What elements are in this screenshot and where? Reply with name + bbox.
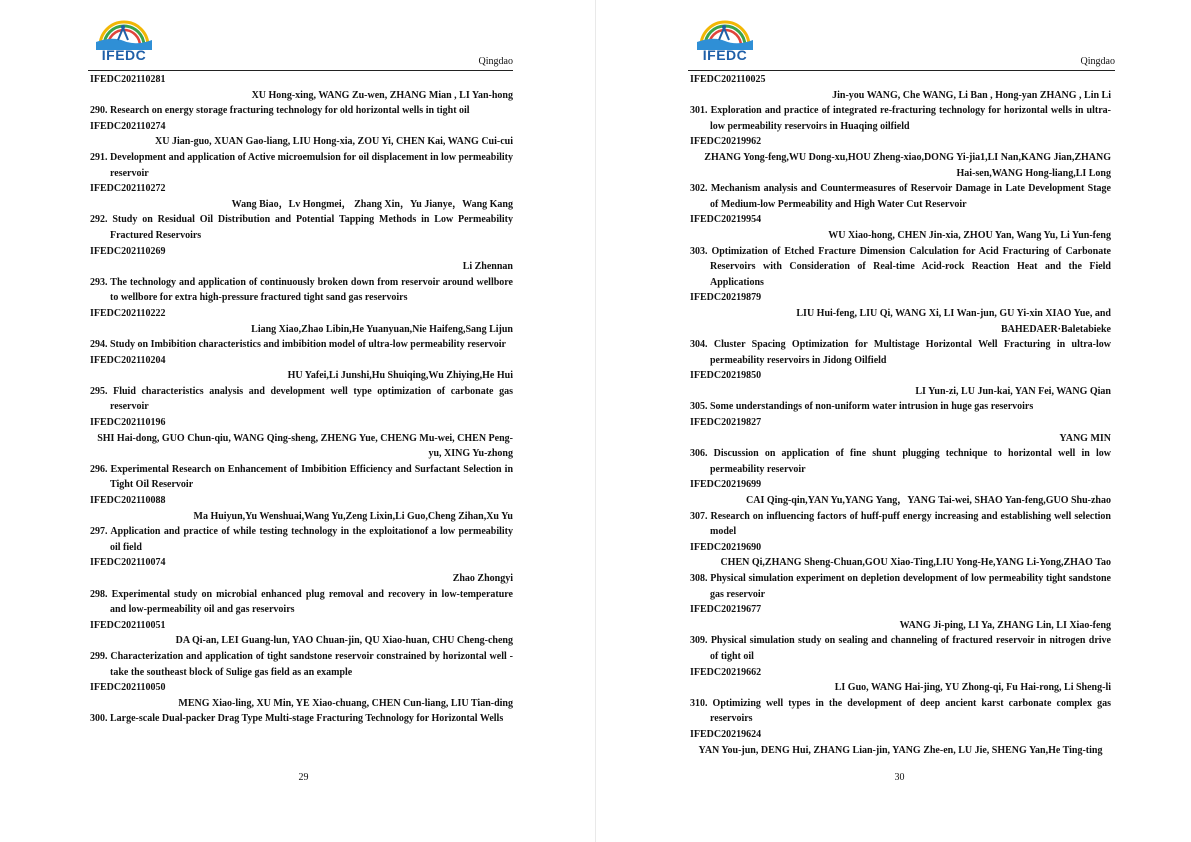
entry bbox=[690, 540, 1111, 602]
entry-title: 304. Cluster Spacing Optimization for Multistage Horizontal Well Fracturing in ultra-low permeability reservoirs in Jidong Oilfield bbox=[690, 339, 1111, 366]
entry-title: 307. Research on influencing factors of huff-puff energy increasing and establishing well selection model bbox=[690, 510, 1111, 538]
page-number: 30 bbox=[894, 772, 905, 783]
entry bbox=[690, 665, 1111, 727]
entry-code: IFEDC202110204 bbox=[90, 354, 166, 366]
page-number: 29 bbox=[298, 772, 309, 783]
entry-authors: XU Jian-guo, XUAN Gao-liang, LIU Hong-xia, ZOU Yi, CHEN Kai, WANG Cui-cui bbox=[155, 136, 513, 148]
entry-authors: WU Xiao-hong, CHEN Jin-xia, ZHOU Yan, Wang Yu, Li Yun-feng bbox=[828, 229, 1111, 241]
entry-title: 296. Experimental Research on Enhancement of Imbibition Efficiency and Surfactant Selection in Tight Oil Reservoir bbox=[90, 463, 513, 491]
entry-authors: CAI Qing-qin,YAN Yu,YANG Yang，YANG Tai-wei, SHAO Yan-feng,GUO Shu-zhao bbox=[746, 495, 1111, 507]
entry-authors: SHI Hai-dong, GUO Chun-qiu, WANG Qing-sheng, ZHENG Yue, CHENG Mu-wei, CHEN Peng-yu, XING Yu-zhong bbox=[97, 432, 513, 460]
ifedc-logo bbox=[92, 16, 156, 62]
entry-title: 293. The technology and application of continuously broken down from reservoir around wellbore to wellbore for extra high-pressure fractured tight sand gas reservoirs bbox=[90, 276, 513, 304]
logo-text: IFEDC bbox=[702, 47, 748, 63]
entry-code: IFEDC202110222 bbox=[90, 307, 166, 319]
entry-code: IFEDC202110272 bbox=[90, 183, 166, 195]
entry-code: IFEDC202110269 bbox=[90, 245, 166, 257]
page-header bbox=[0, 0, 595, 78]
entry-authors: YANG MIN bbox=[1059, 432, 1111, 444]
entry-title: 299. Characterization and application of tight sandstone reservoir constrained by horizontal well - take the southeast block of Sulige gas field as an example bbox=[90, 650, 513, 678]
entry bbox=[90, 244, 513, 306]
entry-code: IFEDC20219624 bbox=[690, 728, 762, 740]
entry-authors: Ma Huiyun,Yu Wenshuai,Wang Yu,Zeng Lixin,Li Guo,Cheng Zihan,Xu Yu bbox=[193, 510, 513, 522]
entry bbox=[90, 415, 513, 493]
entry-title: 292. Study on Residual Oil Distribution and Potential Tapping Methods in Low Permeability Fractured Reservoirs bbox=[90, 214, 513, 241]
entry-code: IFEDC202110051 bbox=[90, 619, 166, 631]
entry-list bbox=[690, 72, 1111, 758]
header-rule bbox=[688, 70, 1115, 71]
entry-code: IFEDC202110074 bbox=[90, 557, 166, 569]
entry-authors: Liang Xiao,Zhao Libin,He Yuanyuan,Nie Haifeng,Sang Lijun bbox=[251, 323, 513, 335]
entry-list bbox=[90, 72, 513, 727]
entry bbox=[690, 477, 1111, 539]
entry bbox=[90, 493, 513, 555]
entry-authors: Zhao Zhongyi bbox=[452, 573, 513, 584]
right-page bbox=[596, 0, 1191, 842]
entry-title: 290. Research on energy storage fracturing technology for old horizontal wells in tight oil bbox=[90, 105, 470, 117]
entry-title: 303. Optimization of Etched Fracture Dimension Calculation for Acid Fracturing of Carbonate Reservoirs with Consideration of Real-time Acid-rock Reaction Heat and the Field Applications bbox=[690, 245, 1111, 288]
entry-authors: DA Qi-an, LEI Guang-lun, YAO Chuan-jin, QU Xiao-huan, CHU Cheng-cheng bbox=[175, 635, 513, 647]
header-city: Qingdao bbox=[478, 56, 513, 67]
entry-code: IFEDC202110196 bbox=[90, 417, 166, 429]
entry-authors: XU Hong-xing, WANG Zu-wen, ZHANG Mian , LI Yan-hong bbox=[251, 89, 513, 101]
entry-code: IFEDC202110088 bbox=[90, 495, 166, 507]
entry-authors: ZHANG Yong-feng,WU Dong-xu,HOU Zheng-xiao,DONG Yi-jia1,LI Nan,KANG Jian,ZHANG Hai-sen,WANG Hong-liang,LI Long bbox=[704, 151, 1111, 179]
page-header bbox=[596, 0, 1191, 78]
header-rule bbox=[88, 70, 513, 71]
entry-title: 298. Experimental study on microbial enhanced plug removal and recovery in low-temperature and low-permeability oil and gas reservoirs bbox=[90, 588, 513, 616]
entry-authors: YAN You-jun, DENG Hui, ZHANG Lian-jin, YANG Zhe-en, LU Jie, SHENG Yan,He Ting-ting bbox=[698, 744, 1103, 756]
entry-authors: LIU Hui-feng, LIU Qi, WANG Xi, LI Wan-jun, GU Yi-xin XIAO Yue, and BAHEDAER·Baletabieke bbox=[796, 307, 1111, 335]
entry-title: 302. Mechanism analysis and Countermeasures of Reservoir Damage in Late Development Stage of Medium-low Permeability and High Water Cut Reservoir bbox=[690, 183, 1111, 210]
logo-emblem-icon bbox=[92, 16, 156, 50]
logo-emblem-icon bbox=[693, 16, 757, 50]
entry-code: IFEDC202110274 bbox=[90, 120, 166, 132]
entry bbox=[90, 618, 513, 680]
entry bbox=[690, 212, 1111, 290]
entry-authors: LI Yun-zi, LU Jun-kai, YAN Fei, WANG Qian bbox=[915, 385, 1111, 397]
entry-code: IFEDC20219827 bbox=[690, 417, 762, 429]
entry bbox=[90, 306, 513, 353]
header-city: Qingdao bbox=[1080, 56, 1115, 67]
entry-title: 297. Application and practice of while testing technology in the exploitationof a low permeability oil field bbox=[90, 526, 513, 553]
entry-code: IFEDC20219699 bbox=[690, 479, 762, 491]
entry-title: 301. Exploration and practice of integrated re-fracturing technology for horizontal wells in ultra-low permeability reservoirs in Huaqing oilfield bbox=[690, 105, 1111, 132]
entry bbox=[690, 72, 1111, 134]
entry-authors: Li Zhennan bbox=[462, 261, 513, 273]
entry-authors: WANG Ji-ping, LI Ya, ZHANG Lin, LI Xiao-feng bbox=[899, 619, 1111, 631]
entry-code: IFEDC20219677 bbox=[690, 604, 762, 616]
entry-code: IFEDC202110025 bbox=[690, 74, 766, 85]
entry bbox=[690, 134, 1111, 212]
entry bbox=[90, 680, 513, 727]
entry-code: IFEDC202110050 bbox=[90, 682, 166, 694]
ifedc-logo bbox=[693, 16, 757, 62]
entry-authors: LI Guo, WANG Hai-jing, YU Zhong-qi, Fu Hai-rong, Li Sheng-li bbox=[834, 682, 1111, 694]
entry-title: 294. Study on Imbibition characteristics and imbibition model of ultra-low permeability reservoir bbox=[90, 339, 506, 351]
entry bbox=[690, 415, 1111, 477]
entry-title: 306. Discussion on application of fine shunt plugging technique to horizontal well in low permeability reservoir bbox=[690, 448, 1111, 475]
entry-code: IFEDC20219662 bbox=[690, 666, 762, 678]
entry-title: 308. Physical simulation experiment on depletion development of low permeability tight sandstone gas reservoir bbox=[690, 573, 1111, 600]
entry bbox=[690, 290, 1111, 368]
entry bbox=[90, 555, 513, 617]
entry-code: IFEDC20219879 bbox=[690, 292, 762, 304]
entry-title: 295. Fluid characteristics analysis and development well type optimization of carbonate gas reservoir bbox=[90, 385, 513, 413]
entry-title: 309. Physical simulation study on sealing and channeling of fractured reservoir in nitrogen drive of tight oil bbox=[690, 635, 1111, 662]
entry bbox=[90, 181, 513, 243]
entry-code: IFEDC20219850 bbox=[690, 370, 762, 382]
entry-code: IFEDC20219954 bbox=[690, 214, 762, 226]
entry bbox=[690, 368, 1111, 415]
entry bbox=[90, 353, 513, 415]
entry-title: 300. Large-scale Dual-packer Drag Type Multi-stage Fracturing Technology for Horizontal Wells bbox=[90, 713, 504, 725]
left-page bbox=[0, 0, 595, 842]
entry-code: IFEDC20219962 bbox=[690, 136, 762, 148]
entry bbox=[690, 727, 1111, 758]
entry-authors: Jin-you WANG, Che WANG, Li Ban , Hong-yan ZHANG , Lin Li bbox=[832, 89, 1111, 101]
entry-authors: Wang Biao，Lv Hongmei， Zhang Xin，Yu Jianye，Wang Kang bbox=[231, 198, 513, 210]
entry-title: 305. Some understandings of non-uniform water intrusion in huge gas reservoirs bbox=[690, 401, 1034, 413]
logo-text: IFEDC bbox=[101, 47, 147, 63]
entry-code: IFEDC202110281 bbox=[90, 74, 166, 85]
entry-title: 310. Optimizing well types in the development of deep ancient karst carbonate complex gas reservoirs bbox=[690, 697, 1111, 725]
entry bbox=[690, 602, 1111, 664]
entry bbox=[90, 119, 513, 181]
entry bbox=[90, 72, 513, 119]
entry-authors: HU Yafei,Li Junshi,Hu Shuiqing,Wu Zhiying,He Hui bbox=[287, 370, 513, 382]
entry-authors: CHEN Qi,ZHANG Sheng-Chuan,GOU Xiao-Ting,LIU Yong-He,YANG Li-Yong,ZHAO Tao bbox=[720, 557, 1111, 569]
entry-code: IFEDC20219690 bbox=[690, 541, 762, 553]
entry-authors: MENG Xiao-ling, XU Min, YE Xiao-chuang, CHEN Cun-liang, LIU Tian-ding bbox=[178, 697, 513, 709]
entry-title: 291. Development and application of Active microemulsion for oil displacement in low permeability reservoir bbox=[90, 151, 513, 179]
